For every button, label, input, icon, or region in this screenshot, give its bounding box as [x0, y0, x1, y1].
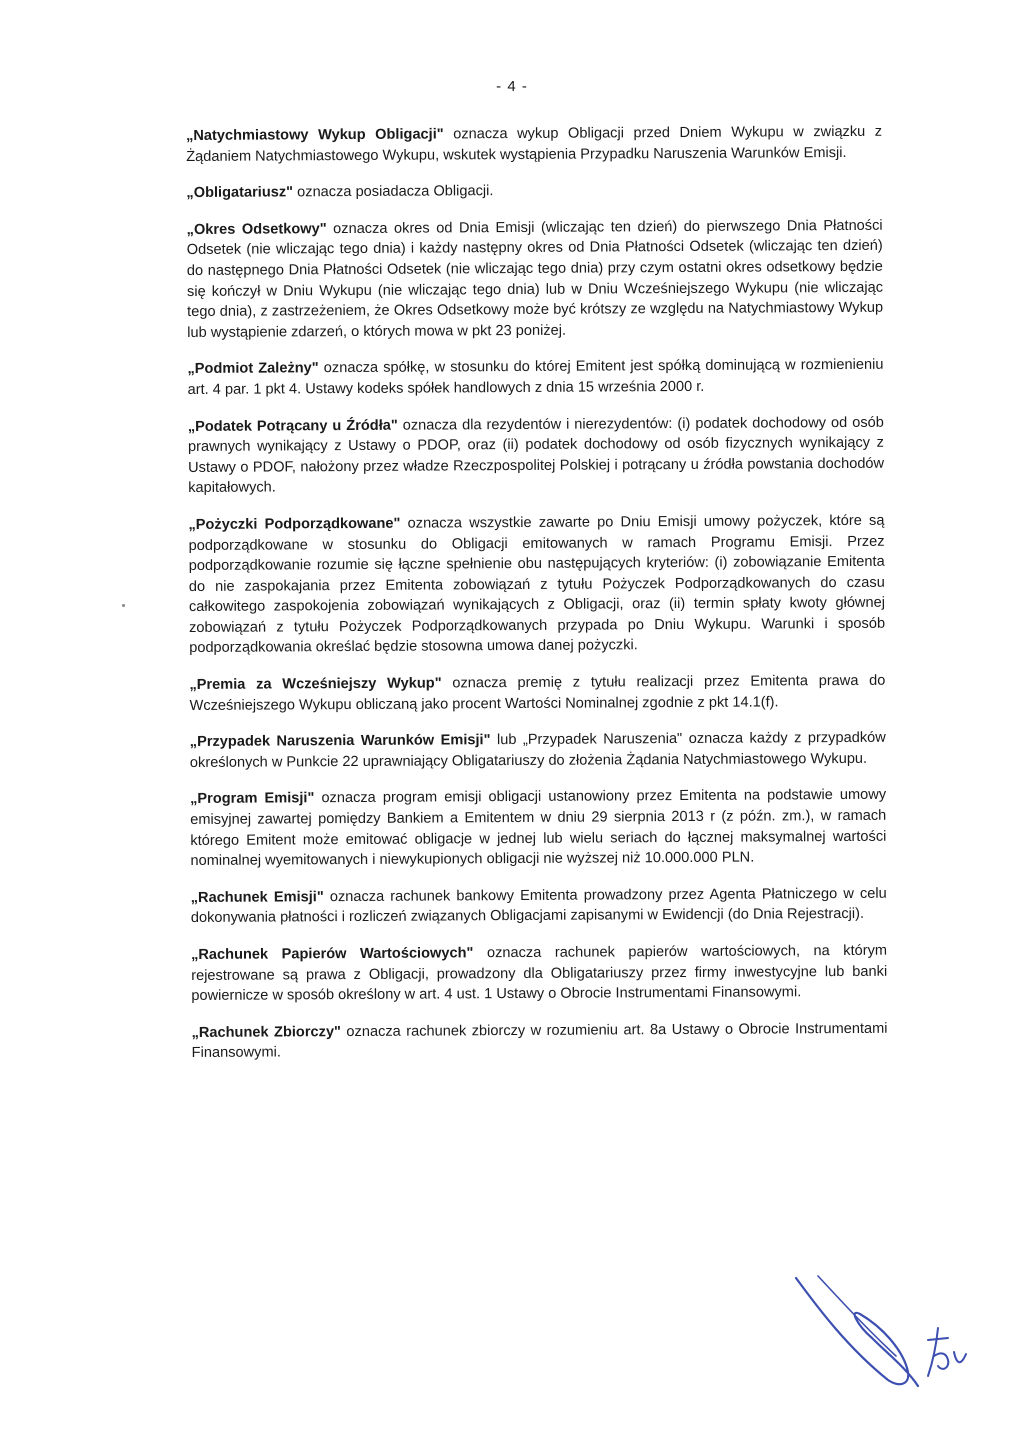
definition-term: „Natychmiastowy Wykup Obligacji" [186, 126, 444, 144]
definition-text: oznacza premię z tytułu realizacji przez Emitenta prawa do Wcześniejszego Wykupu obliczaną jako procent Wartości Nominalnej zgodnie z pkt 14.1(f). [189, 672, 886, 714]
definition-term: „Pożyczki Podporządkowane" [188, 515, 401, 533]
definition-text: oznacza program emisji obligacji ustanowiony przez Emitenta na podstawie umowy emisyjnej zawartej pomiędzy Bankiem a Emitentem w dniu 29 sierpnia 2013 r (z późn. zm.), w ramach którego Emitent może emitować obligacje w jednej lub wielu seriach do łącznej maksymalnej wartości nominalnej wyemitowanych i niewykupionych obligacji nie wyższej niż 10.000.000 PLN. [190, 787, 887, 870]
definition-text: oznacza dla rezydentów i nierezydentów: (i) podatek dochodowy od osób prawnych wynikający z Ustawy o PDOP, oraz (ii) podatek dochodowy od osób fizycznych wynikający z Ustawy o PDOF, nałożony przez władze Rzeczpospolitej Polskiej i potrącany u źródła powstania dochodów kapitałowych. [187, 414, 885, 497]
definition-paragraph [191, 1019, 887, 1064]
definition-term: „Podatek Potrącany u Źródła" [187, 417, 398, 435]
handwritten-signature [788, 1268, 978, 1398]
definition-text: oznacza wykup Obligacji przed Dniem Wykupu w związku z Żądaniem Natychmiastowego Wykupu, wskutek wystąpienia Przypadku Naruszenia Warunków Emisji. [186, 123, 883, 165]
definition-text: lub „Przypadek Naruszenia" oznacza każdy z przypadków określonych w Punkcie 22 uprawniający Obligatariuszy do złożenia Żądania Natychmiastowego Wykupu. [189, 729, 886, 771]
definition-paragraph [187, 355, 883, 400]
definition-term: „Rachunek Zbiorczy" [191, 1023, 342, 1041]
definition-term: „Okres Odsetkowy" [186, 220, 327, 238]
definition-term: „Rachunek Papierów Wartościowych" [191, 945, 474, 963]
definition-text: oznacza spółkę, w stosunku do której Emitent jest spółką dominującą w rozmienieniu art. 4 par. 1 pkt 4. Ustawy kodeks spółek handlowych z dnia 15 września 2000 r. [187, 357, 884, 398]
definition-text: oznacza rachunek bankowy Emitenta prowadzony przez Agenta Płatniczego w celu dokonywania płatności i rozliczeń związanych Obligacjami zapisanymi w Ewidencji (do Dnia Rejestracji). [190, 885, 887, 927]
definition-term: „Obligatariusz" [186, 184, 294, 202]
definition-paragraph [186, 122, 882, 167]
definition-paragraph [188, 412, 884, 499]
page-number: - 4 - [496, 78, 528, 95]
definition-text: oznacza posiadacza Obligacji. [293, 183, 494, 201]
definition-term: „Program Emisji" [190, 790, 315, 808]
definition-paragraph [190, 785, 886, 872]
definition-text: oznacza wszystkie zawarte po Dniu Emisji umowy pożyczek, które są podporządkowane w stosunku do Obligacji emitowanych w ramach Programu Emisji. Przez podporządkowanie rozumie się łączne spełnienie obu następujących kryteriów: (i) zobowiązanie Emitenta do nie zaspokajania przez Emitenta zobowiązań z tytułu Pożyczek Podporządkowanych do czasu całkowitego zaspokojenia zobowiązań wynikających z Obligacji, oraz (ii) termin spłaty kwoty głównej zobowiązań z tytułu Pożyczek Podporządkowanych przypada po Dniu Wykupu. Warunki i sposób podporządkowania określać będzie stosowna umowa danej pożyczki. [188, 512, 886, 657]
definitions-list [186, 122, 888, 1080]
definition-paragraph [190, 728, 886, 773]
definition-paragraph [191, 884, 887, 929]
definition-term: „Przypadek Naruszenia Warunków Emisji" [189, 732, 491, 751]
definition-paragraph [189, 671, 885, 716]
definition-term: „Premia za Wcześniejszy Wykup" [189, 675, 442, 694]
definition-text: oznacza rachunek zbiorczy w rozumieniu art. 8a Ustawy o Obrocie Instrumentami Finansowymi. [191, 1020, 888, 1062]
definition-text: oznacza okres od Dnia Emisji (wliczając ten dzień) do pierwszego Dnia Płatności Odsetek (nie wliczając tego dnia) i każdy następny okres od Dnia Płatności Odsetek (wliczając ten dzień) do następnego Dnia Płatności Odsetek (nie wliczając tego dnia) przy czym ostatni okres odsetkowy będzie się kończył w Dniu Wykupu (nie wliczając tego dnia) lub w Dniu Wcześniejszego Wykupu (nie wliczając tego dnia), z zastrzeżeniem, że Okres Odsetkowy może być krótszy ze względu na Natychmiastowy Wykup lub wystąpienie zdarzeń, o których mowa w pkt 23 poniżej. [186, 217, 884, 341]
definition-paragraph [186, 179, 882, 204]
definition-term: „Podmiot Zależny" [187, 360, 319, 378]
definition-text: oznacza rachunek papierów wartościowych, na którym rejestrowane są prawa z Obligacji, prowadzony dla Obligatariuszy przez firmy inwestycyjne lub banki powiernicze w sposób określony w art. 4 ust. 1 Ustawy o Obrocie Instrumentami Finansowymi. [191, 942, 888, 1005]
definition-term: „Rachunek Emisji" [190, 888, 324, 906]
definition-paragraph [191, 941, 887, 1007]
definition-paragraph [187, 216, 884, 344]
definition-paragraph [188, 511, 885, 659]
scan-speck [122, 604, 125, 607]
